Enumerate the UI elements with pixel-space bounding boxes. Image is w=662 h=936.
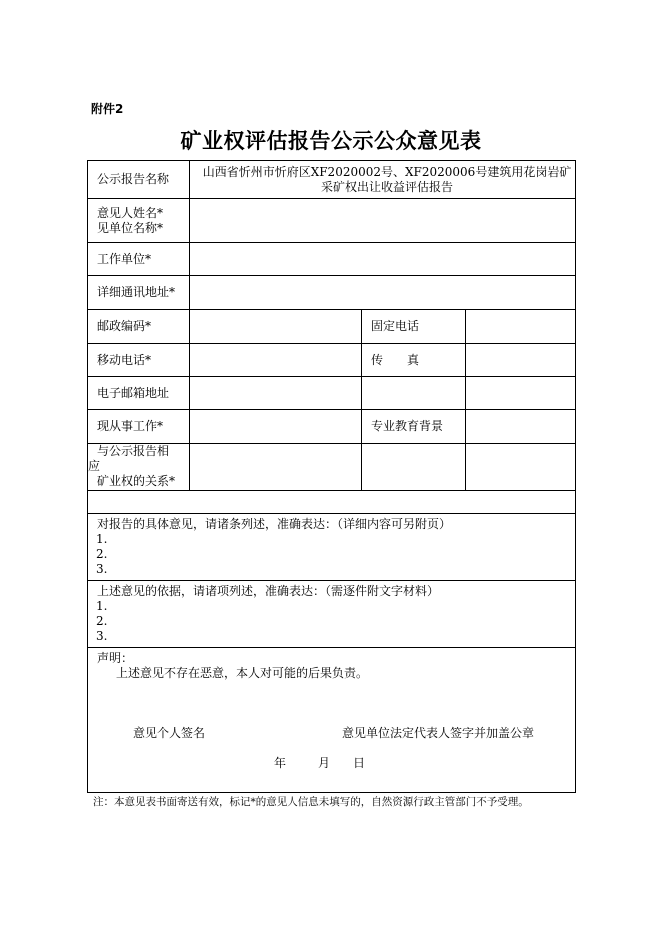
- spacer-row: [88, 491, 576, 514]
- email-extra-cell-2: [466, 377, 576, 410]
- address-field[interactable]: [190, 276, 576, 310]
- personal-signature-label: 意见个人签名: [133, 726, 206, 740]
- basis-item-2: 2.: [96, 614, 108, 628]
- report-name-value-line1: 山西省忻州市忻府区XF2020002号、XF2020006号建筑用花岗岩矿: [202, 164, 572, 179]
- email-field[interactable]: [190, 377, 362, 410]
- basis-item-1: 1.: [96, 599, 108, 613]
- email-label: 电子邮箱地址: [88, 377, 190, 410]
- basis-item-3: 3.: [96, 629, 108, 643]
- opinion-cell[interactable]: [88, 514, 576, 581]
- report-name-row: [88, 161, 576, 199]
- statement-text: 上述意见不存在恶意，本人对可能的后果负责。: [116, 666, 369, 680]
- workplace-row: [88, 243, 576, 276]
- name-label: [88, 199, 190, 243]
- name-label-line1: 意见人姓名*: [97, 205, 164, 220]
- report-name-value-line2: 采矿权出让收益评估报告: [321, 179, 454, 194]
- opinion-item-3: 3.: [96, 562, 108, 576]
- name-field[interactable]: [190, 199, 576, 243]
- occupation-field[interactable]: [190, 410, 362, 444]
- address-label: 详细通讯地址*: [88, 276, 190, 310]
- relation-label: [88, 444, 190, 491]
- occupation-label: 现从事工作*: [88, 410, 190, 444]
- relation-extra-cell-2[interactable]: [466, 444, 576, 491]
- phone-label: 固定电话: [362, 310, 466, 344]
- fax-label: 传 真: [362, 344, 466, 377]
- basis-heading: 上述意见的依据，请诸项列述，准确表达：（需逐件附文字材料）: [97, 584, 440, 598]
- mobile-label: 移动电话*: [88, 344, 190, 377]
- workplace-field[interactable]: [190, 243, 576, 276]
- education-field[interactable]: [466, 410, 576, 444]
- relation-field[interactable]: [190, 444, 362, 491]
- relation-label-line1: 与公示报告相: [97, 444, 170, 458]
- statement-row: [88, 648, 576, 793]
- statement-cell: [88, 648, 576, 793]
- statement-label: 声明：: [97, 651, 134, 665]
- opinion-form-table: [87, 160, 576, 793]
- postcode-row: [88, 310, 576, 344]
- date-day-label: 日: [353, 756, 366, 770]
- relation-label-line3: 矿业权的关系*: [97, 474, 176, 488]
- opinion-row: [88, 514, 576, 581]
- basis-cell[interactable]: [88, 581, 576, 648]
- phone-field[interactable]: [466, 310, 576, 344]
- postcode-field[interactable]: [190, 310, 362, 344]
- address-row: [88, 276, 576, 310]
- page-title: 矿业权评估报告公示公众意见表: [180, 129, 482, 153]
- unit-signature-label: 意见单位法定代表人签字并加盖公章: [342, 726, 535, 740]
- email-extra-cell: [362, 377, 466, 410]
- basis-row: [88, 581, 576, 648]
- report-name-value: [190, 161, 576, 199]
- relation-row: [88, 444, 576, 491]
- spacer-cell: [88, 491, 576, 514]
- date-year-label: 年: [274, 756, 287, 770]
- mobile-field[interactable]: [190, 344, 362, 377]
- postcode-label: 邮政编码*: [88, 310, 190, 344]
- date-month-label: 月: [318, 756, 331, 770]
- relation-label-line2: 应: [88, 459, 101, 473]
- opinion-item-1: 1.: [96, 532, 108, 546]
- report-name-label: 公示报告名称: [88, 161, 190, 199]
- opinion-heading: 对报告的具体意见，请诸条列述，准确表达：（详细内容可另附页）: [97, 517, 452, 531]
- name-row: [88, 199, 576, 243]
- education-label: 专业教育背景: [362, 410, 466, 444]
- name-label-line2: 见单位名称*: [97, 220, 164, 235]
- mobile-row: [88, 344, 576, 377]
- opinion-item-2: 2.: [96, 547, 108, 561]
- fax-field[interactable]: [466, 344, 576, 377]
- footnote: 注：本意见表书面寄送有效，标记*的意见人信息未填写的，自然资源行政主管部门不予受理。: [93, 796, 529, 808]
- email-row: [88, 377, 576, 410]
- workplace-label: 工作单位*: [88, 243, 190, 276]
- attachment-label: 附件2: [91, 102, 124, 116]
- occupation-row: [88, 410, 576, 444]
- relation-extra-cell[interactable]: [362, 444, 466, 491]
